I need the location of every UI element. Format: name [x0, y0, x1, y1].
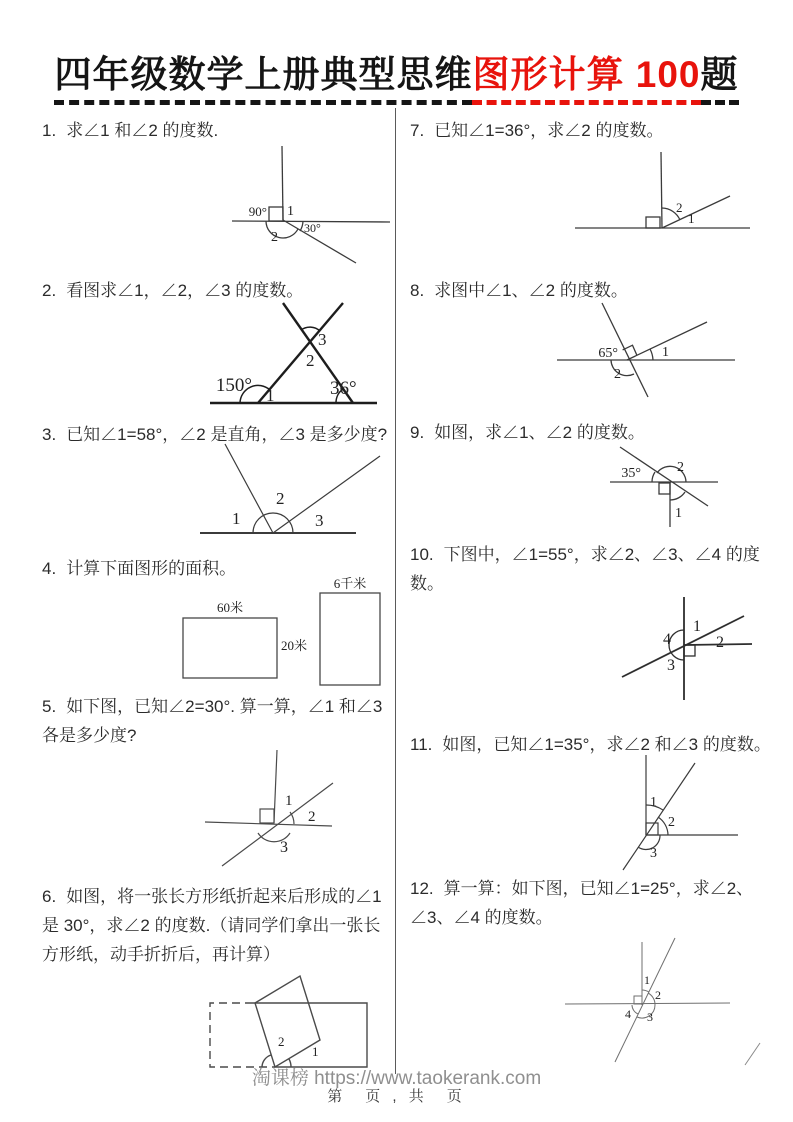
angle-label: 4 [625, 1007, 631, 1021]
problem-body: 如图，求∠1、∠2 的度数。 [434, 423, 645, 442]
angle-arc [652, 472, 655, 482]
angle-label: 1 [662, 345, 669, 360]
dimension-label: 6千米 [333, 576, 367, 591]
problem-11-diagram [605, 750, 750, 875]
angle-label: 1 [675, 506, 682, 521]
problem-3-diagram [195, 438, 395, 546]
angle-arc [670, 492, 685, 500]
problem-12-text [410, 874, 772, 932]
angle-arc [300, 221, 303, 231]
angle-label: 3 [667, 657, 675, 674]
angle-label: 36° [330, 378, 357, 399]
column-divider [395, 108, 396, 1074]
angle-arc [642, 990, 649, 992]
problem-body: 如图，将一张长方形纸折起来后形成的∠1 是 30°，求∠2 的度数.（请同学们拿出一张长方形纸，动手折折后，再计算） [42, 887, 382, 964]
angle-arc [658, 817, 668, 835]
angle-label: 1 [650, 795, 657, 810]
problem-body: 求图中∠1、∠2 的度数。 [434, 281, 628, 300]
problem-number: 4. [42, 559, 57, 578]
problem-number: 7. [410, 121, 425, 140]
angle-label: 2 [271, 230, 278, 245]
diagram-lines [610, 447, 718, 527]
problem-number: 5. [42, 697, 57, 716]
problem-number: 3. [42, 425, 57, 444]
problem-body: 已知∠1=58°，∠2 是直角，∠3 是多少度? [66, 425, 388, 444]
problem-1-diagram [195, 138, 395, 270]
angle-label: 3 [650, 846, 657, 861]
solid-rectangle-part [253, 1003, 367, 1067]
angle-label: 3 [315, 511, 324, 530]
angle-label: 1 [266, 386, 275, 405]
right-angle-mark [260, 809, 274, 823]
angle-label: 4 [663, 631, 671, 648]
angle-label: 2 [716, 634, 724, 651]
angle-label: 65° [598, 346, 618, 361]
problem-12-diagram [555, 930, 770, 1070]
problem-7-text [410, 116, 778, 145]
problem-body: 如下图，已知∠2=30°. 算一算，∠1 和∠3 各是多少度? [42, 697, 383, 745]
diagram-lines [575, 152, 750, 228]
problem-8-diagram [545, 295, 745, 405]
problem-7-diagram [550, 148, 760, 238]
worksheet-title [0, 44, 793, 98]
angle-label: 2 [276, 489, 285, 508]
title-suffix: 题 [701, 54, 739, 105]
angle-label: 150° [215, 375, 252, 396]
problem-6-text [42, 882, 394, 969]
diagram-lines [200, 444, 380, 533]
angle-label: 3 [318, 330, 327, 349]
title-red-part: 图形计算 100 [472, 54, 700, 105]
angle-label: 2 [306, 351, 315, 370]
angle-label: 2 [668, 815, 675, 830]
angle-label: 3 [280, 839, 288, 856]
problem-2-diagram [195, 295, 395, 417]
problem-body: 算一算：如下图，已知∠1=25°，求∠2、∠3、∠4 的度数。 [410, 879, 754, 927]
right-angle-mark [269, 207, 283, 221]
problem-number: 6. [42, 887, 57, 906]
dashed-rectangle-part [210, 1003, 272, 1067]
diagram-lines [623, 755, 738, 870]
problem-number: 9. [410, 423, 425, 442]
diagram-lines [210, 976, 367, 1067]
right-angle-mark [684, 645, 695, 656]
angle-label: 2 [676, 200, 683, 215]
problem-5-text [42, 692, 390, 750]
watermark-url: 淘课榜 https://www.taokerank.com [251, 1068, 542, 1089]
page-number-line: 第 页 , 共 页 [327, 1088, 466, 1105]
angle-label: 2 [278, 1034, 285, 1049]
angle-label: 90° [248, 204, 267, 219]
rectangle-shape [320, 593, 380, 685]
angle-arc [632, 1005, 638, 1014]
angle-label: 30° [304, 221, 321, 235]
angle-label: 2 [655, 988, 661, 1002]
stray-line [745, 1043, 760, 1065]
angle-label: 1 [688, 211, 695, 226]
angle-label: 2 [677, 460, 684, 475]
angle-label: 1 [287, 204, 294, 219]
problem-body: 看图求∠1，∠2，∠3 的度数。 [66, 281, 304, 300]
angle-label: 2 [614, 367, 621, 382]
problem-number: 11. [410, 735, 433, 754]
problem-number: 10. [410, 545, 434, 564]
angle-label: 2 [308, 809, 316, 825]
problem-6-diagram [195, 965, 380, 1075]
problem-body: 求∠1 和∠2 的度数. [66, 121, 219, 140]
problem-9-diagram [595, 440, 730, 535]
right-angle-mark [634, 996, 642, 1004]
problem-body: 下图中，∠1=55°，求∠2、∠3、∠4 的度数。 [410, 545, 760, 593]
angle-label: 1 [285, 793, 293, 809]
angle-label: 1 [644, 973, 650, 987]
problem-10-diagram [600, 590, 765, 705]
problem-body: 如图，已知∠1=35°，求∠2 和∠3 的度数。 [442, 735, 771, 754]
problem-number: 12. [410, 879, 434, 898]
diagram-lines [205, 750, 333, 866]
problem-body: 已知∠1=36°，求∠2 的度数。 [434, 121, 664, 140]
angle-label: 1 [312, 1044, 319, 1059]
problem-5-diagram [195, 745, 345, 873]
right-angle-mark [659, 483, 670, 494]
right-angle-mark [646, 217, 660, 228]
angle-label: 3 [647, 1010, 653, 1024]
diagram-lines [622, 597, 752, 700]
angle-arc [669, 630, 684, 660]
dimension-label: 60米 [216, 600, 244, 615]
problem-body: 计算下面图形的面积。 [66, 559, 237, 578]
problem-number: 2. [42, 281, 57, 300]
problem-number: 1. [42, 121, 57, 140]
title-black-part: 四年级数学上册典型思维 [54, 54, 472, 105]
angle-label: 1 [232, 509, 241, 528]
diagram-lines [557, 303, 735, 397]
dimension-label: 20米 [281, 638, 308, 653]
rectangle-shape [183, 618, 277, 678]
angle-arc [650, 349, 653, 360]
angle-label: 1 [693, 618, 701, 635]
problem-number: 8. [410, 281, 425, 300]
angle-label: 35° [621, 466, 641, 481]
problem-4-diagram [175, 575, 390, 695]
diagram-lines [565, 938, 760, 1065]
folded-flap [255, 976, 320, 1067]
